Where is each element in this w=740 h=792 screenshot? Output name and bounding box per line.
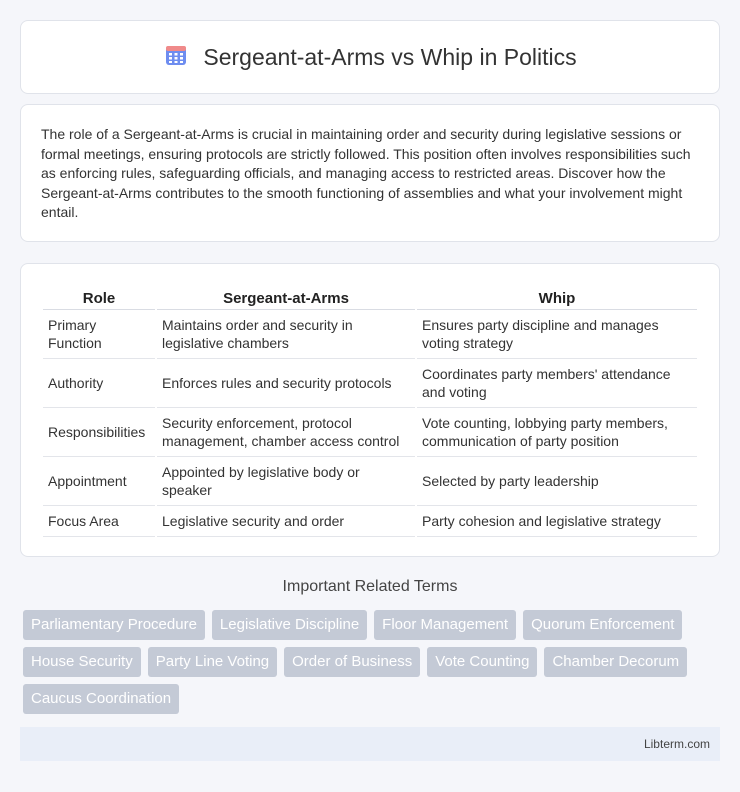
related-term-tag[interactable]: Quorum Enforcement: [523, 610, 682, 640]
table-cell: Selected by party leadership: [417, 457, 697, 506]
table-cell: Maintains order and security in legislative chambers: [157, 310, 415, 359]
intro-card: [20, 104, 720, 242]
footer-site-link[interactable]: Libterm.com: [643, 737, 710, 751]
related-term-tag[interactable]: Parliamentary Procedure: [23, 610, 205, 640]
related-term-tag[interactable]: Caucus Coordination: [23, 684, 179, 714]
table-cell: Vote counting, lobbying party members, communication of party position: [417, 408, 697, 457]
table-row: [43, 506, 697, 537]
table-cell: Appointed by legislative body or speaker: [157, 457, 415, 506]
table-cell: Appointment: [43, 457, 155, 506]
comparison-table: [41, 284, 699, 537]
table-cell: Legislative security and order: [157, 506, 415, 537]
table-cell: Focus Area: [43, 506, 155, 537]
related-term-tag[interactable]: Party Line Voting: [148, 647, 277, 677]
table-cell: Party cohesion and legislative strategy: [417, 506, 697, 537]
related-term-tag[interactable]: Order of Business: [284, 647, 420, 677]
comparison-table-card: [20, 263, 720, 557]
related-terms-title: Important Related Terms: [282, 578, 458, 595]
table-cell: Responsibilities: [43, 408, 155, 457]
table-row: [43, 310, 697, 359]
related-term-tag[interactable]: Chamber Decorum: [544, 647, 687, 677]
table-row: [43, 359, 697, 408]
related-term-tag[interactable]: House Security: [23, 647, 141, 677]
intro-text: The role of a Sergeant-at-Arms is crucial in maintaining order and security during legislative sessions or formal meetings, ensuring protocols are strictly followed. This position often involves responsibilities such as enforcing rules, safeguarding officials, and managing access to restricted areas. Discover how the Sergeant-at-Arms contributes to the smooth functioning of assemblies and what your involvement might entail.: [41, 126, 691, 221]
related-term-tag[interactable]: Vote Counting: [427, 647, 537, 677]
table-header-row: [43, 284, 697, 310]
table-cell: Primary Function: [43, 310, 155, 359]
table-cell: Ensures party discipline and manages voting strategy: [417, 310, 697, 359]
related-term-tag[interactable]: Floor Management: [374, 610, 516, 640]
table-icon: [163, 42, 189, 73]
table-cell: Coordinates party members' attendance and voting: [417, 359, 697, 408]
table-cell: Authority: [43, 359, 155, 408]
footer: [20, 727, 720, 761]
table-cell: Security enforcement, protocol management, chamber access control: [157, 408, 415, 457]
table-cell: Enforces rules and security protocols: [157, 359, 415, 408]
related-terms-list: [23, 610, 723, 714]
related-term-tag[interactable]: Legislative Discipline: [212, 610, 367, 640]
header-card: [20, 20, 720, 94]
table-row: [43, 408, 697, 457]
column-header: Whip: [417, 284, 697, 310]
page-title: Sergeant-at-Arms vs Whip in Politics: [203, 43, 577, 70]
column-header: Role: [43, 284, 155, 310]
table-row: [43, 457, 697, 506]
column-header: Sergeant-at-Arms: [157, 284, 415, 310]
